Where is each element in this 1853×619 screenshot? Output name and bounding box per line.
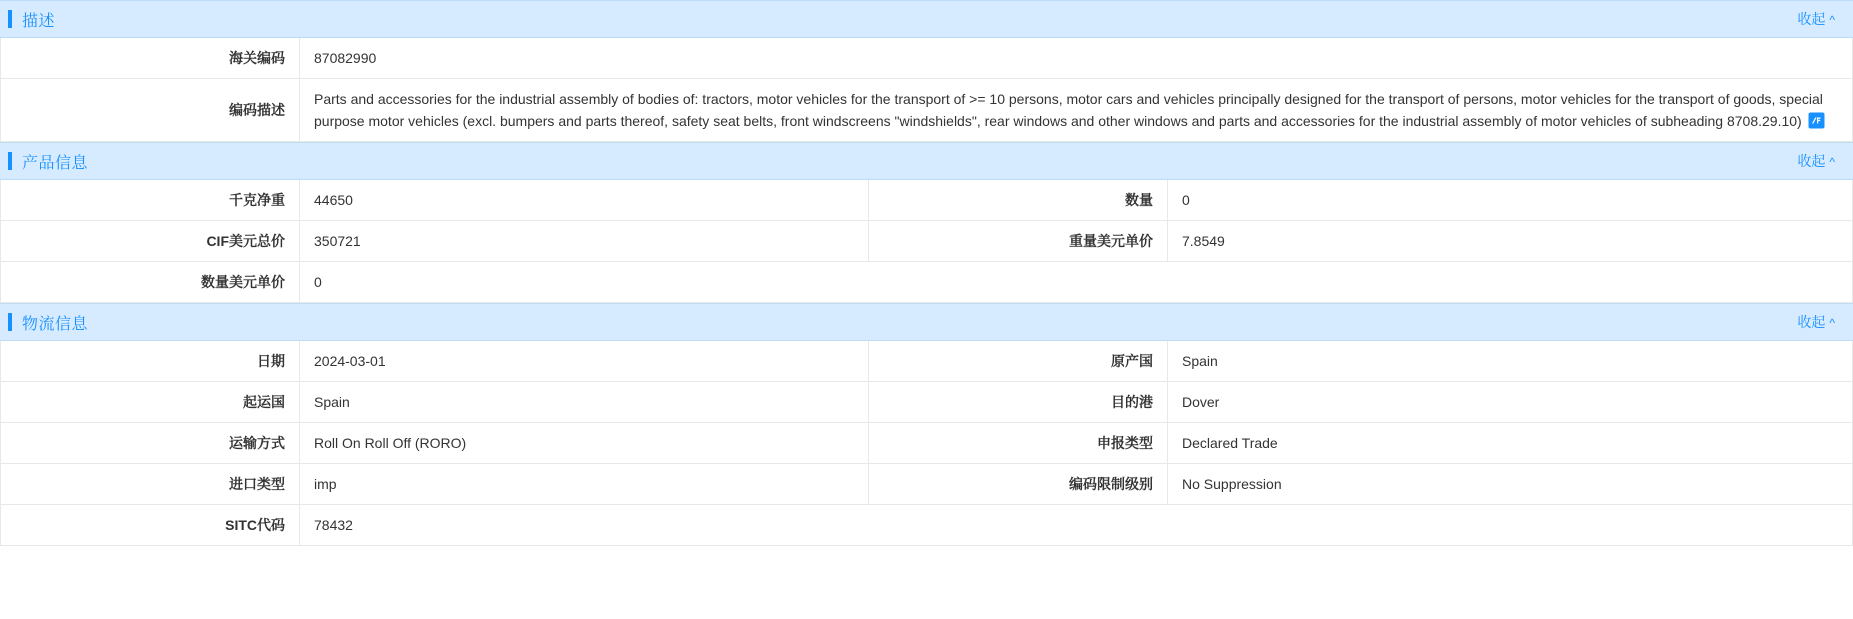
collapse-toggle-logistics-info[interactable] (1797, 312, 1835, 332)
section-title-logistics-info: 物流信息 (22, 315, 89, 333)
field-label-declaration-type: 申报类型 (869, 423, 1168, 464)
field-value-hs-code: 87082990 (300, 38, 1853, 79)
field-value-declaration-type: Declared Trade (1168, 423, 1853, 464)
table-description (0, 38, 1853, 142)
section-header-description (0, 0, 1853, 38)
section-title-wrap-product-info (0, 143, 88, 179)
table-row (1, 262, 1853, 303)
field-label-sitc-code: SITC代码 (1, 505, 300, 546)
field-value-country-of-departure: Spain (300, 382, 869, 423)
section-title-product-info: 产品信息 (22, 154, 89, 172)
field-label-usd-unit-price-quantity: 数量美元单价 (1, 262, 300, 303)
field-value-usd-unit-price-quantity: 0 (300, 262, 1853, 303)
table-row (1, 423, 1853, 464)
field-value-cif-usd-total: 350721 (300, 221, 869, 262)
section-title-wrap-logistics-info (0, 304, 88, 340)
field-value-net-weight-kg: 44650 (300, 180, 869, 221)
field-label-quantity: 数量 (869, 180, 1168, 221)
field-value-sitc-code: 78432 (300, 505, 1853, 546)
table-row (1, 341, 1853, 382)
collapse-toggle-description[interactable] (1797, 9, 1835, 29)
field-value-country-of-origin: Spain (1168, 341, 1853, 382)
field-label-cif-usd-total: CIF美元总价 (1, 221, 300, 262)
field-label-hs-code: 海关编码 (1, 38, 300, 79)
table-row (1, 464, 1853, 505)
field-value-usd-unit-price-weight: 7.8549 (1168, 221, 1853, 262)
section-header-product-info (0, 142, 1853, 180)
field-label-code-restriction-level: 编码限制级别 (869, 464, 1168, 505)
section-title-wrap-description (0, 1, 55, 37)
field-label-import-type: 进口类型 (1, 464, 300, 505)
chevron-up-icon: ^ (1829, 316, 1835, 330)
field-label-usd-unit-price-weight: 重量美元单价 (869, 221, 1168, 262)
field-label-hs-description: 编码描述 (1, 79, 300, 142)
chevron-up-icon: ^ (1829, 13, 1835, 27)
collapse-label-description: 收起 (1797, 11, 1826, 27)
field-value-date: 2024-03-01 (300, 341, 869, 382)
collapse-toggle-product-info[interactable] (1797, 151, 1835, 171)
field-value-code-restriction-level: No Suppression (1168, 464, 1853, 505)
field-label-country-of-origin: 原产国 (869, 341, 1168, 382)
chevron-up-icon: ^ (1829, 155, 1835, 169)
field-value-import-type: imp (300, 464, 869, 505)
table-row (1, 382, 1853, 423)
accent-bar-icon (8, 313, 12, 331)
field-value-transport-mode: Roll On Roll Off (RORO) (300, 423, 869, 464)
table-product-info (0, 180, 1853, 303)
table-row (1, 505, 1853, 546)
table-row (1, 38, 1853, 79)
collapse-label-logistics-info: 收起 (1797, 314, 1826, 330)
hs-description-text: Parts and accessories for the industrial assembly of bodies of: tractors, motor vehicles for the transport of >= 10 persons, motor cars and vehicles principally designed for the transport of persons, motor vehicles for the transport of goods, special purpose motor vehicles (excl. bumpers and parts thereof, safety seat belts, front windscreens "windshields", rear windows and other windows and parts and accessories for the industrial assembly of motor vehicles of subheading 8708.29.10) (314, 91, 1823, 129)
accent-bar-icon (8, 10, 12, 28)
table-row (1, 180, 1853, 221)
field-label-destination-port: 目的港 (869, 382, 1168, 423)
field-value-quantity: 0 (1168, 180, 1853, 221)
section-title-description: 描述 (22, 12, 56, 30)
table-row (1, 79, 1853, 142)
field-label-net-weight-kg: 千克净重 (1, 180, 300, 221)
copy-icon[interactable] (1808, 112, 1825, 129)
field-value-hs-description (300, 79, 1853, 142)
field-label-country-of-departure: 起运国 (1, 382, 300, 423)
accent-bar-icon (8, 152, 12, 170)
field-value-destination-port: Dover (1168, 382, 1853, 423)
table-logistics-info (0, 341, 1853, 546)
section-header-logistics-info (0, 303, 1853, 341)
table-row (1, 221, 1853, 262)
field-label-date: 日期 (1, 341, 300, 382)
field-label-transport-mode: 运输方式 (1, 423, 300, 464)
collapse-label-product-info: 收起 (1797, 153, 1826, 169)
